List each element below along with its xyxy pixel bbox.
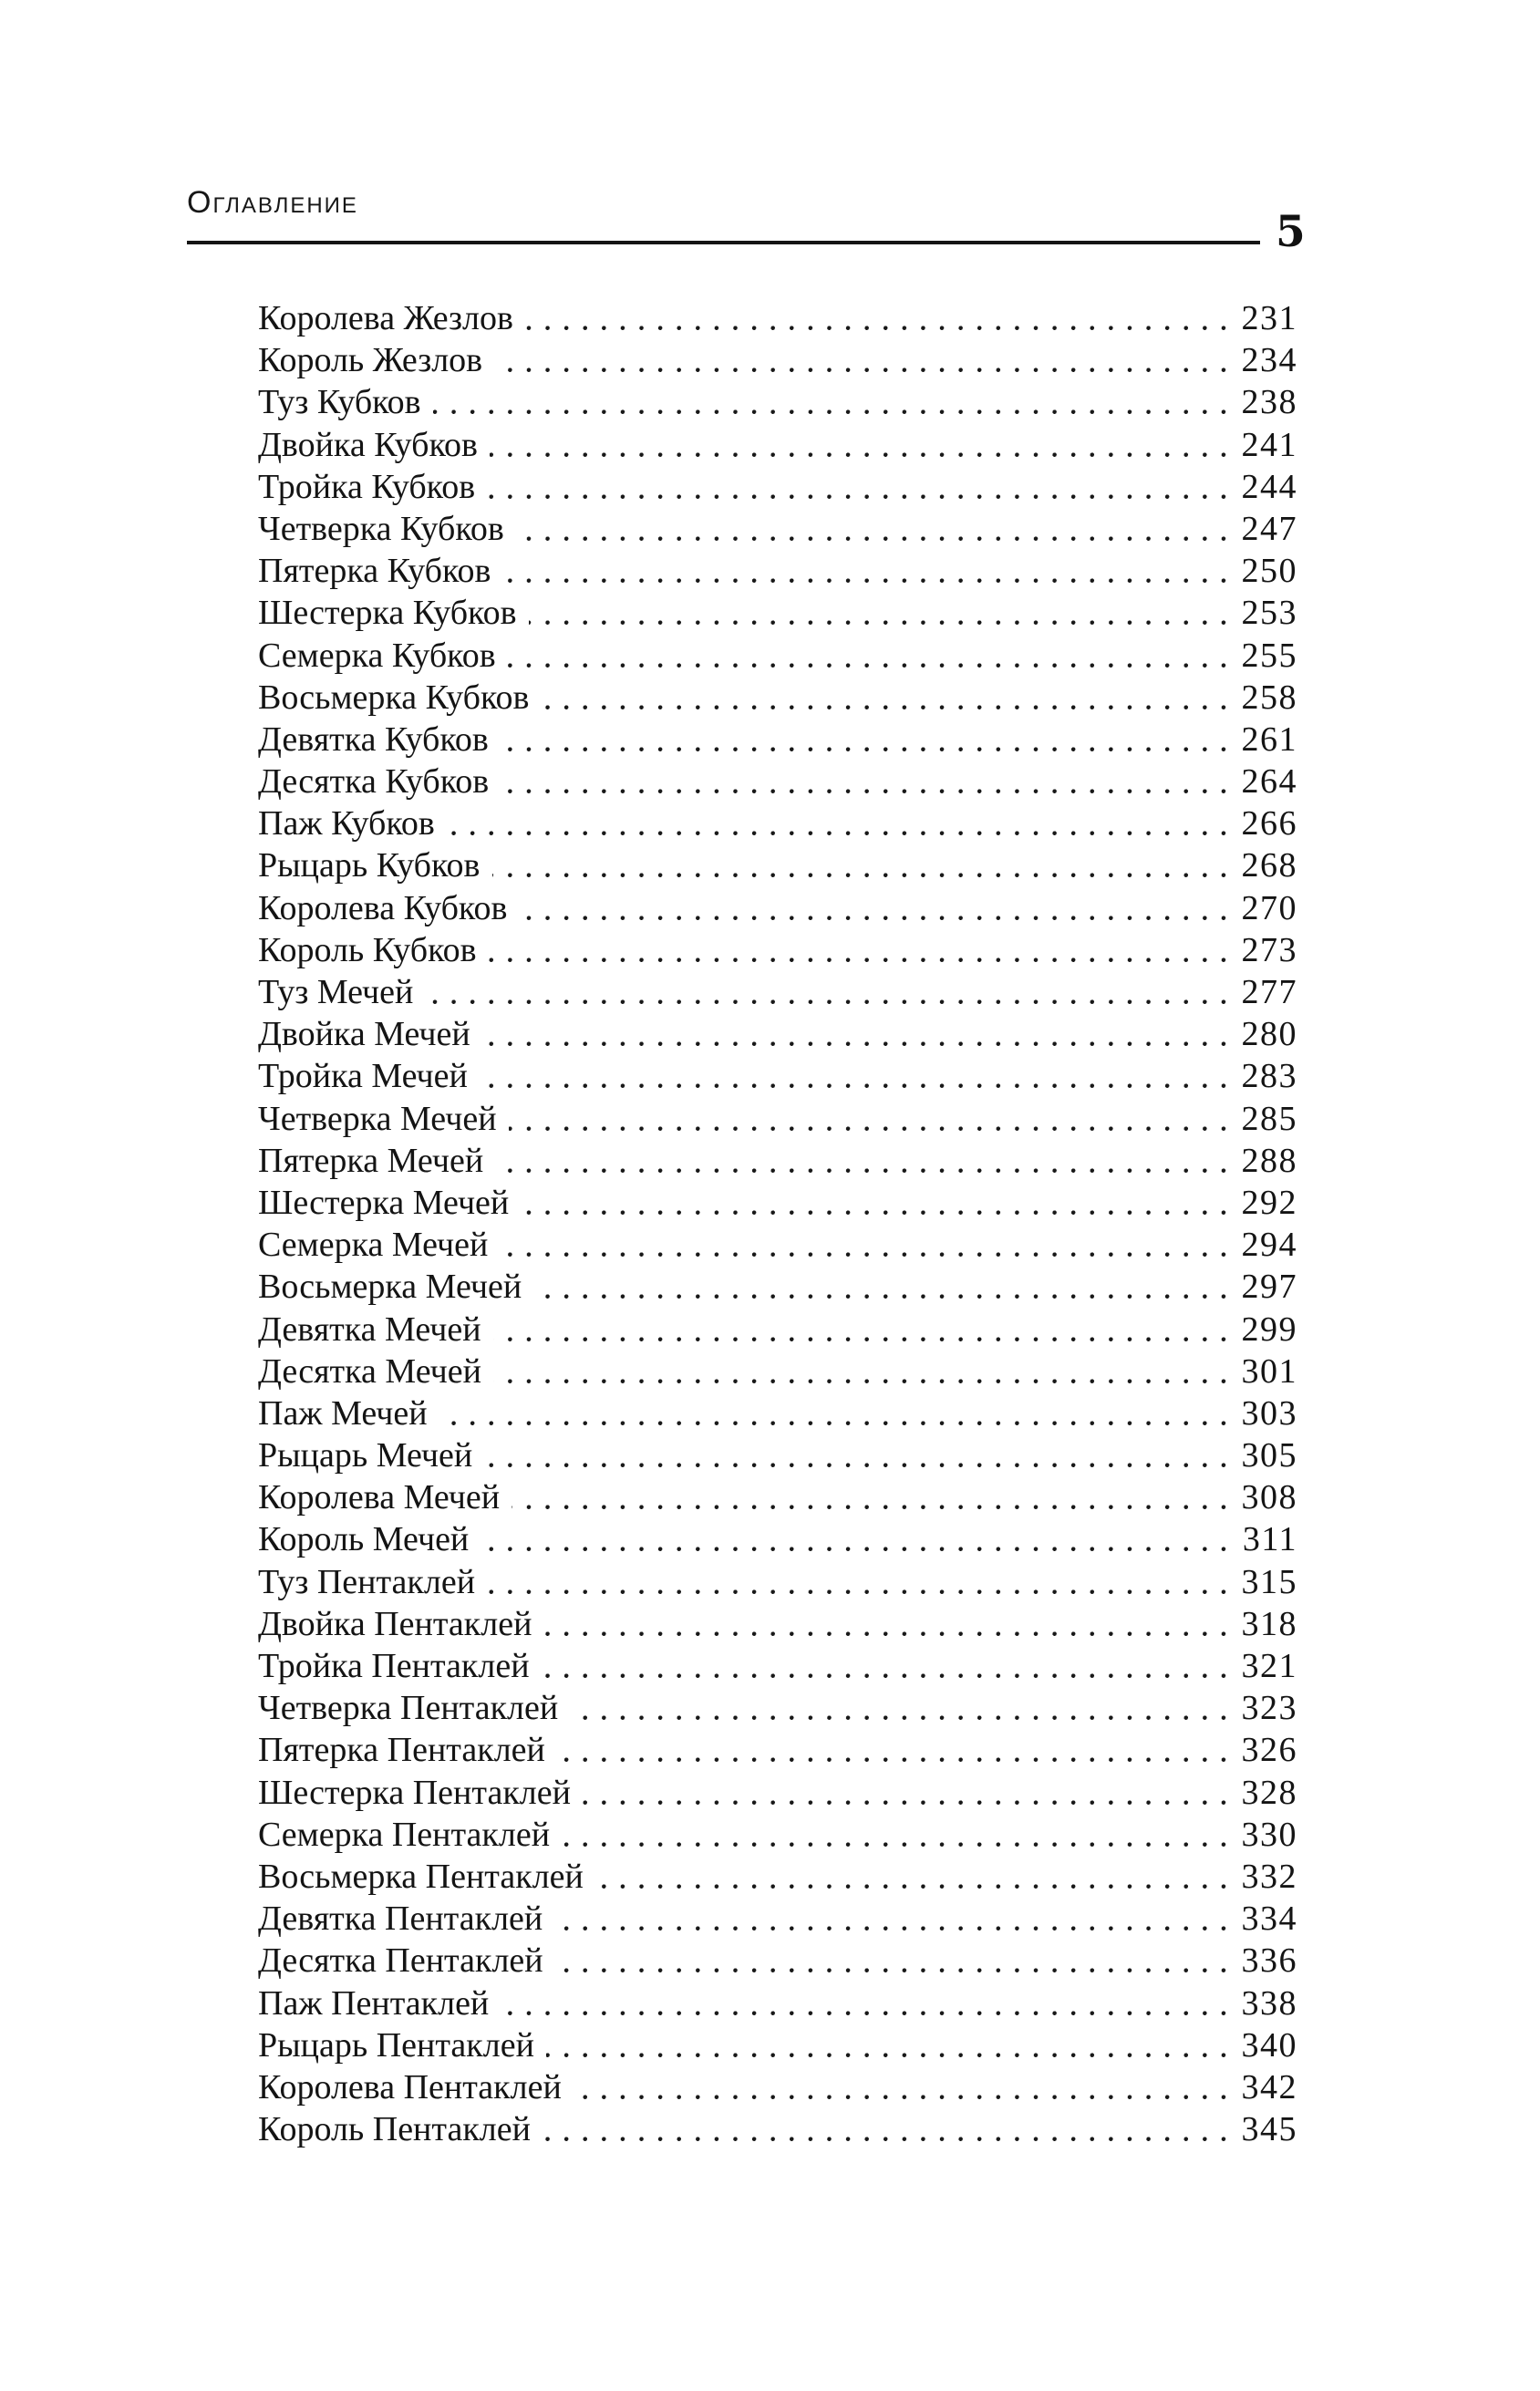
toc-entry bbox=[258, 466, 1297, 508]
toc-entry bbox=[258, 1729, 1297, 1771]
toc-entry-page: 315 bbox=[1228, 1561, 1298, 1603]
toc-entry bbox=[258, 424, 1297, 466]
toc-entry-page: 330 bbox=[1228, 1814, 1298, 1856]
toc-entry-title: Семерка Мечей bbox=[258, 1224, 500, 1266]
toc-entry-title: Двойка Мечей bbox=[258, 1013, 482, 1055]
toc-entry-title: Туз Кубков bbox=[258, 381, 433, 423]
toc-entry-page: 258 bbox=[1228, 677, 1298, 719]
toc-entry-title: Туз Пентаклей bbox=[258, 1561, 487, 1603]
toc-entry-page: 234 bbox=[1228, 339, 1298, 381]
toc-entry-title: Восьмерка Кубков bbox=[258, 677, 541, 719]
toc-entry-page: 268 bbox=[1228, 844, 1298, 886]
toc-entry-page: 283 bbox=[1228, 1055, 1298, 1097]
toc-entry-page: 299 bbox=[1228, 1309, 1298, 1351]
toc-entry-title: Пятерка Мечей bbox=[258, 1140, 495, 1182]
toc-entry bbox=[258, 1266, 1297, 1308]
toc-entry-page: 253 bbox=[1228, 592, 1298, 634]
toc-entry bbox=[258, 1940, 1297, 1982]
toc-entry-title: Королева Кубков bbox=[258, 887, 519, 929]
toc-entry bbox=[258, 1772, 1297, 1814]
toc-entry bbox=[258, 719, 1297, 761]
header-rule bbox=[187, 241, 1260, 244]
toc-entry-title: Двойка Кубков bbox=[258, 424, 490, 466]
toc-entry bbox=[258, 1476, 1297, 1518]
toc-entry-title: Девятка Пентаклей bbox=[258, 1898, 554, 1940]
toc-entry-page: 323 bbox=[1228, 1687, 1298, 1729]
toc-entry-page: 292 bbox=[1228, 1182, 1298, 1224]
toc-entry-title: Семерка Кубков bbox=[258, 635, 508, 677]
toc-entry-page: 328 bbox=[1228, 1772, 1298, 1814]
toc-entry bbox=[258, 802, 1297, 844]
toc-entry-page: 336 bbox=[1228, 1940, 1298, 1982]
toc-entry-page: 261 bbox=[1228, 719, 1298, 761]
toc-entry bbox=[258, 761, 1297, 802]
toc-entry bbox=[258, 1013, 1297, 1055]
toc-entry-page: 277 bbox=[1228, 971, 1298, 1013]
toc-entry-page: 273 bbox=[1228, 929, 1298, 971]
toc-entry-title: Паж Кубков bbox=[258, 802, 447, 844]
toc-entry bbox=[258, 677, 1297, 719]
toc-entry-title: Королева Пентаклей bbox=[258, 2066, 574, 2108]
toc-entry-page: 338 bbox=[1228, 1982, 1298, 2024]
toc-entry-page: 305 bbox=[1228, 1434, 1298, 1476]
toc-entry bbox=[258, 2066, 1297, 2108]
toc-entry-page: 340 bbox=[1228, 2024, 1298, 2066]
toc-entry-title: Четверка Пентаклей bbox=[258, 1687, 570, 1729]
toc-entry-title: Пятерка Кубков bbox=[258, 550, 502, 592]
toc-entry-page: 297 bbox=[1228, 1266, 1298, 1308]
toc-entry-page: 318 bbox=[1228, 1603, 1298, 1645]
toc-entry-title: Король Пентаклей bbox=[258, 2108, 543, 2150]
toc-entry-page: 294 bbox=[1228, 1224, 1298, 1266]
toc-entry-title: Рыцарь Мечей bbox=[258, 1434, 484, 1476]
toc-entry-title: Пятерка Пентаклей bbox=[258, 1729, 557, 1771]
toc-entry bbox=[258, 592, 1297, 634]
toc-entry bbox=[258, 1982, 1297, 2024]
toc-entry bbox=[258, 1182, 1297, 1224]
toc-entry-page: 345 bbox=[1228, 2108, 1298, 2150]
toc-entry bbox=[258, 1055, 1297, 1097]
toc-entry-title: Королева Жезлов bbox=[258, 297, 525, 339]
toc-entry bbox=[258, 508, 1297, 550]
toc-entry bbox=[258, 1898, 1297, 1940]
toc-entry-title: Шестерка Кубков bbox=[258, 592, 529, 634]
toc-entry-page: 247 bbox=[1228, 508, 1298, 550]
toc-entry bbox=[258, 887, 1297, 929]
toc-entry-page: 266 bbox=[1228, 802, 1298, 844]
toc-entry-page: 326 bbox=[1228, 1729, 1298, 1771]
toc-entry bbox=[258, 339, 1297, 381]
toc-entry bbox=[258, 1814, 1297, 1856]
toc-entry bbox=[258, 1645, 1297, 1687]
toc-entry-page: 231 bbox=[1228, 297, 1298, 339]
toc-entry-title: Десятка Мечей bbox=[258, 1351, 493, 1392]
toc-entry-page: 241 bbox=[1228, 424, 1298, 466]
toc-entry-page: 270 bbox=[1228, 887, 1298, 929]
toc-entry-page: 280 bbox=[1228, 1013, 1298, 1055]
toc-entry bbox=[258, 1098, 1297, 1140]
toc-entry-page: 244 bbox=[1228, 466, 1298, 508]
toc-entry bbox=[258, 1603, 1297, 1645]
toc-entry-page: 311 bbox=[1229, 1518, 1297, 1560]
toc-entry-page: 301 bbox=[1228, 1351, 1298, 1392]
toc-entry-page: 321 bbox=[1228, 1645, 1298, 1687]
toc-entry-page: 238 bbox=[1228, 381, 1298, 423]
toc-entry-title: Королева Мечей bbox=[258, 1476, 512, 1518]
toc-entry-title: Восьмерка Мечей bbox=[258, 1266, 533, 1308]
toc-entry-page: 342 bbox=[1228, 2066, 1298, 2108]
toc-entry bbox=[258, 1309, 1297, 1351]
toc-entry bbox=[258, 381, 1297, 423]
toc-entry-title: Король Кубков bbox=[258, 929, 489, 971]
toc-entry-title: Семерка Пентаклей bbox=[258, 1814, 562, 1856]
toc-entry-title: Десятка Кубков bbox=[258, 761, 501, 802]
toc-entry-title: Рыцарь Пентаклей bbox=[258, 2024, 546, 2066]
toc-entry-title: Четверка Кубков bbox=[258, 508, 516, 550]
toc-entry bbox=[258, 1224, 1297, 1266]
toc-entry bbox=[258, 1392, 1297, 1434]
toc-entry bbox=[258, 1434, 1297, 1476]
toc-entry bbox=[258, 2108, 1297, 2150]
toc-entry-page: 264 bbox=[1228, 761, 1298, 802]
toc-entry-title: Тройка Мечей bbox=[258, 1055, 480, 1097]
toc-entry-title: Девятка Мечей bbox=[258, 1309, 493, 1351]
toc-entry-page: 250 bbox=[1228, 550, 1298, 592]
toc-entry-title: Король Мечей bbox=[258, 1518, 481, 1560]
toc-entry bbox=[258, 971, 1297, 1013]
toc-entry-page: 255 bbox=[1228, 635, 1298, 677]
toc-entry-page: 288 bbox=[1228, 1140, 1298, 1182]
toc-entry bbox=[258, 1140, 1297, 1182]
toc-entry-title: Тройка Кубков bbox=[258, 466, 487, 508]
toc-entry-title: Король Жезлов bbox=[258, 339, 494, 381]
toc-entry bbox=[258, 1351, 1297, 1392]
folio-page-number: 5 bbox=[1276, 207, 1306, 257]
toc-entry-page: 308 bbox=[1228, 1476, 1298, 1518]
toc-entry-title: Восьмерка Пентаклей bbox=[258, 1856, 595, 1898]
toc-entry-title: Четверка Мечей bbox=[258, 1098, 509, 1140]
toc-entry-title: Двойка Пентаклей bbox=[258, 1603, 543, 1645]
toc-entry bbox=[258, 635, 1297, 677]
toc-entry-title: Шестерка Пентаклей bbox=[258, 1772, 583, 1814]
toc-entry-title: Паж Мечей bbox=[258, 1392, 439, 1434]
toc-entry bbox=[258, 1687, 1297, 1729]
toc-entry-title: Туз Мечей bbox=[258, 971, 425, 1013]
toc-entry bbox=[258, 1561, 1297, 1603]
toc-entry-title: Тройка Пентаклей bbox=[258, 1645, 542, 1687]
toc-entry bbox=[258, 297, 1297, 339]
toc-entry-title: Девятка Кубков bbox=[258, 719, 501, 761]
toc-entry-title: Шестерка Мечей bbox=[258, 1182, 521, 1224]
toc-entry-page: 332 bbox=[1228, 1856, 1298, 1898]
toc-entry-page: 303 bbox=[1228, 1392, 1298, 1434]
toc-entry bbox=[258, 1856, 1297, 1898]
toc-entry bbox=[258, 1518, 1297, 1560]
toc-entry bbox=[258, 550, 1297, 592]
toc-entry-page: 334 bbox=[1228, 1898, 1298, 1940]
toc-list bbox=[258, 297, 1297, 2150]
toc-entry bbox=[258, 844, 1297, 886]
toc-entry-title: Рыцарь Кубков bbox=[258, 844, 492, 886]
toc-entry-page: 285 bbox=[1228, 1098, 1298, 1140]
toc-entry-title: Паж Пентаклей bbox=[258, 1982, 501, 2024]
toc-entry bbox=[258, 929, 1297, 971]
toc-entry-title: Десятка Пентаклей bbox=[258, 1940, 555, 1982]
toc-entry bbox=[258, 2024, 1297, 2066]
page-title: Оглавление bbox=[187, 185, 358, 220]
